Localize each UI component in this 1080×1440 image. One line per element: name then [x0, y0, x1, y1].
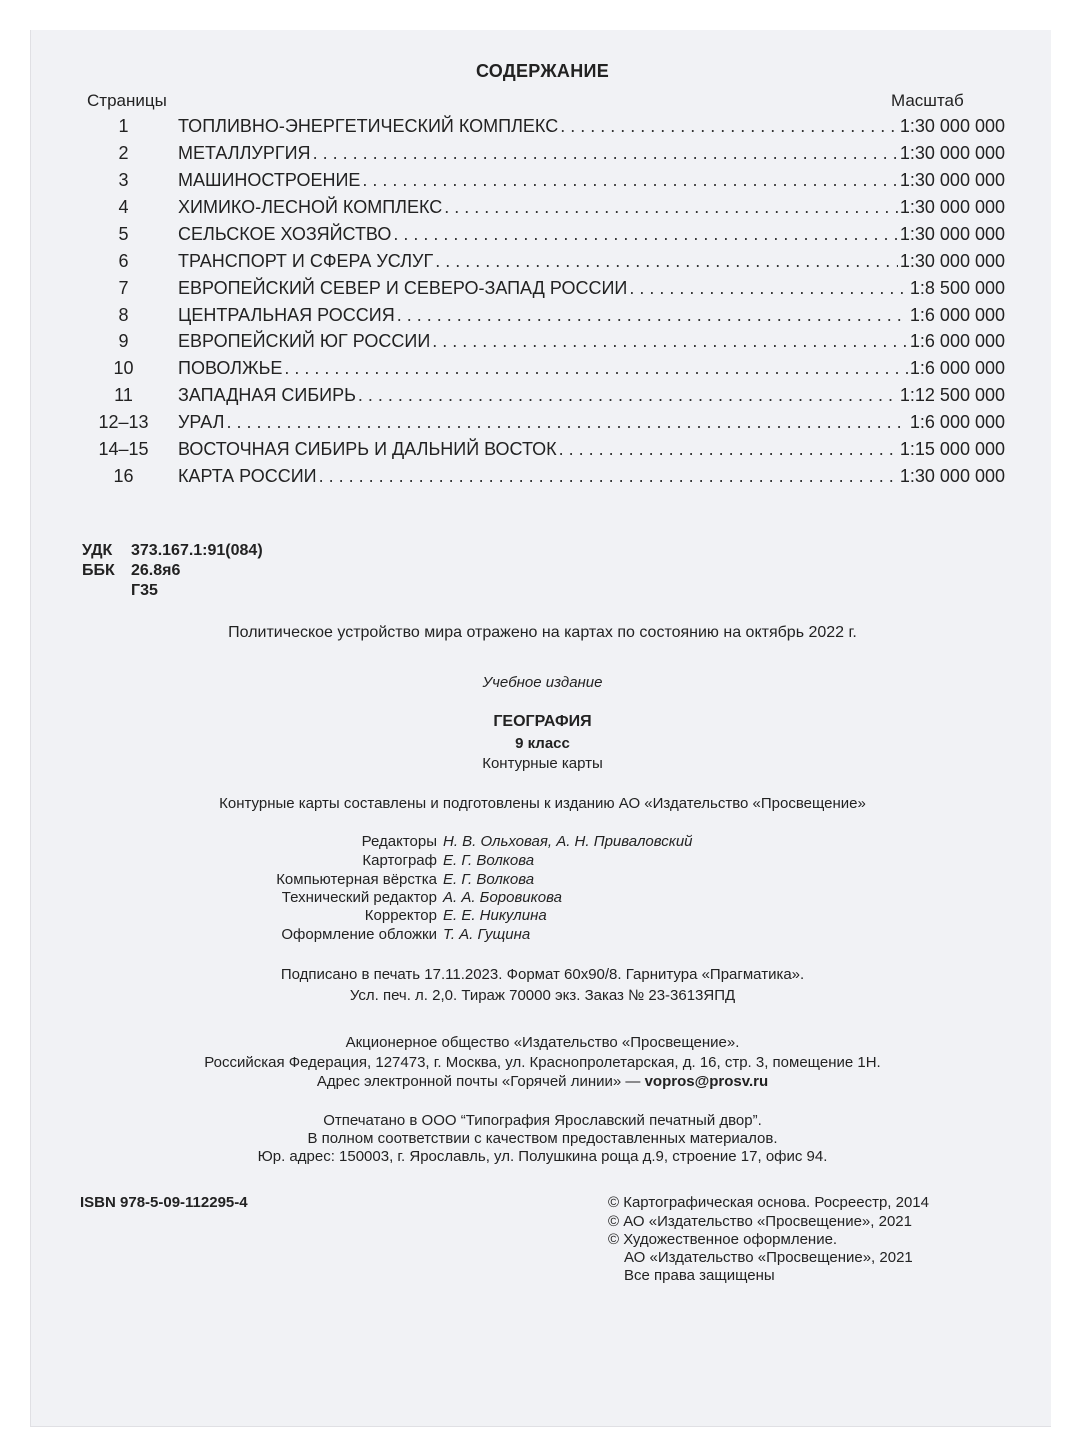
- credit-role: Оформление обложки: [281, 926, 437, 943]
- toc-entry-scale: 1:30 000 000: [899, 466, 1005, 486]
- toc-row: [80, 278, 1005, 304]
- copyright-line: АО «Издательство «Просвещение», 2021: [624, 1249, 913, 1266]
- toc-page-number: 7: [118, 278, 129, 298]
- toc-entry-title: ЕВРОПЕЙСКИЙ СЕВЕР И СЕВЕРО-ЗАПАД РОССИИ: [178, 278, 628, 298]
- toc-entry-title: ВОСТОЧНАЯ СИБИРЬ И ДАЛЬНИЙ ВОСТОК: [178, 439, 557, 459]
- toc-entry-scale: 1:30 000 000: [899, 143, 1005, 163]
- toc-entry-scale: 1:15 000 000: [899, 439, 1005, 459]
- bbk-code: 26.8я6: [131, 562, 181, 579]
- email-prefix: Адрес электронной почты «Горячей линии» —: [316, 1073, 645, 1090]
- toc-page-number: 12–13: [98, 412, 149, 432]
- toc-entry-scale: 1:6 000 000: [909, 358, 1005, 378]
- credit-row: [0, 926, 1080, 945]
- credit-row: [0, 871, 1080, 890]
- credit-name: Е. Е. Никулина: [443, 907, 547, 924]
- printer-line2: В полном соответствии с качеством предоставленных материалов.: [307, 1130, 778, 1147]
- toc-leader-dots: [629, 278, 908, 299]
- edition-type: Учебное издание: [482, 674, 603, 691]
- toc-entry-title: ЦЕНТРАЛЬНАЯ РОССИЯ: [178, 305, 395, 325]
- toc-entry-title: ХИМИКО-ЛЕСНОЙ КОМПЛЕКС: [178, 197, 443, 217]
- toc-entry-title: КАРТА РОССИИ: [178, 466, 317, 486]
- print-info-line2: Усл. печ. л. 2,0. Тираж 70000 экз. Заказ № 23-3613ЯПД: [349, 987, 736, 1004]
- toc-row: [80, 305, 1005, 331]
- credit-name: Т. А. Гущина: [443, 926, 531, 943]
- print-info-line1: Подписано в печать 17.11.2023. Формат 60x90/8. Гарнитура «Прагматика».: [280, 966, 805, 983]
- toc-leader-dots: [226, 412, 907, 433]
- toc-page-number: 14–15: [98, 439, 149, 459]
- toc-page-number: 16: [113, 466, 134, 486]
- toc-entry-title: ЗАПАДНАЯ СИБИРЬ: [178, 385, 356, 405]
- toc-entry-scale: 1:6 000 000: [909, 331, 1005, 351]
- publisher-address: Российская Федерация, 127473, г. Москва, ул. Краснопролетарская, д. 16, стр. 3, помещение 1Н.: [204, 1054, 881, 1071]
- toc-entry-scale: 1:12 500 000: [899, 385, 1005, 405]
- toc-leader-dots: [432, 331, 908, 352]
- printer-line3: Юр. адрес: 150003, г. Ярославль, ул. Полушкина роща д.9, строение 17, офис 94.: [257, 1148, 828, 1165]
- copyright-line: © Картографическая основа. Росреестр, 2014: [608, 1194, 929, 1211]
- credit-role: Технический редактор: [281, 889, 437, 906]
- toc-row: [80, 331, 1005, 357]
- author-mark: Г35: [131, 582, 158, 599]
- toc-row: [80, 116, 1005, 142]
- toc-entry-title: МАШИНОСТРОЕНИЕ: [178, 170, 361, 190]
- toc-page-number: 9: [118, 331, 129, 351]
- isbn: ISBN 978-5-09-112295-4: [80, 1194, 248, 1211]
- credit-row: [0, 852, 1080, 871]
- toc-page-number: 2: [118, 143, 129, 163]
- toc-entry-title: УРАЛ: [178, 412, 225, 432]
- toc-page-number: 5: [118, 224, 129, 244]
- credit-role: Корректор: [364, 907, 437, 924]
- toc-page-number: 4: [118, 197, 129, 217]
- copyright-line: © АО «Издательство «Просвещение», 2021: [608, 1213, 912, 1230]
- toc-row: [80, 251, 1005, 277]
- toc-leader-dots: [393, 224, 898, 245]
- toc-entry-scale: 1:8 500 000: [909, 278, 1005, 298]
- toc-page-number: 10: [113, 358, 134, 378]
- toc-entry-scale: 1:30 000 000: [899, 224, 1005, 244]
- toc-leader-dots: [358, 385, 898, 406]
- prepared-by: Контурные карты составлены и подготовлены к изданию АО «Издательство «Просвещение»: [219, 795, 866, 812]
- toc-row: [80, 412, 1005, 438]
- toc-leader-dots: [362, 170, 898, 191]
- credit-role: Картограф: [362, 852, 437, 869]
- credit-role: Компьютерная вёрстка: [276, 871, 437, 888]
- toc-entry-scale: 1:30 000 000: [899, 197, 1005, 217]
- toc-title: СОДЕРЖАНИЕ: [475, 61, 610, 81]
- toc-entry-title: ЕВРОПЕЙСКИЙ ЮГ РОССИИ: [178, 331, 431, 351]
- credit-role: Редакторы: [361, 833, 437, 850]
- copyright-line: © Художественное оформление.: [608, 1231, 838, 1248]
- toc-row: [80, 197, 1005, 223]
- political-notice: Политическое устройство мира отражено на картах по состоянию на октябрь 2022 г.: [228, 624, 857, 641]
- toc-pages-header: Страницы: [87, 91, 167, 110]
- credit-name: Е. Г. Волкова: [443, 871, 535, 888]
- toc-leader-dots: [313, 143, 898, 164]
- toc-page-number: 11: [114, 385, 133, 405]
- toc-row: [80, 170, 1005, 196]
- toc-entry-scale: 1:30 000 000: [899, 170, 1005, 190]
- toc-page-number: 8: [118, 305, 129, 325]
- toc-row: [80, 385, 1005, 411]
- credit-name: Е. Г. Волкова: [443, 852, 535, 869]
- toc-row: [80, 439, 1005, 465]
- publisher-name: Акционерное общество «Издательство «Просвещение».: [345, 1034, 740, 1051]
- toc-entry-title: СЕЛЬСКОЕ ХОЗЯЙСТВО: [178, 224, 392, 244]
- book-subtitle: Контурные карты: [482, 755, 603, 772]
- toc-row: [80, 143, 1005, 169]
- hotline-email: vopros@prosv.ru: [644, 1073, 769, 1090]
- bbk-label: ББК: [82, 562, 115, 579]
- toc-leader-dots: [284, 358, 908, 379]
- toc-entry-title: ТОПЛИВНО-ЭНЕРГЕТИЧЕСКИЙ КОМПЛЕКС: [178, 116, 559, 136]
- toc-entry-title: МЕТАЛЛУРГИЯ: [178, 143, 311, 163]
- toc-entry-scale: 1:30 000 000: [899, 116, 1005, 136]
- credit-row: [0, 833, 1080, 852]
- credit-name: А. А. Боровикова: [443, 889, 562, 906]
- rights-reserved: Все права защищены: [624, 1267, 775, 1284]
- toc-entry-title: ТРАНСПОРТ И СФЕРА УСЛУГ: [178, 251, 434, 271]
- book-grade: 9 класс: [515, 735, 570, 752]
- toc-scale-header: Масштаб: [891, 91, 964, 110]
- toc-leader-dots: [435, 251, 898, 272]
- toc-page-number: 3: [118, 170, 129, 190]
- toc-page-number: 6: [118, 251, 129, 271]
- toc-entry-title: ПОВОЛЖЬЕ: [178, 358, 283, 378]
- toc-leader-dots: [397, 305, 908, 326]
- toc-leader-dots: [319, 466, 898, 487]
- toc-leader-dots: [559, 439, 898, 460]
- publisher-email-line: [0, 1073, 1080, 1090]
- toc-leader-dots: [444, 197, 898, 218]
- credit-name: Н. В. Ольховая, А. Н. Приваловский: [443, 833, 693, 850]
- toc-entry-scale: 1:6 000 000: [909, 305, 1005, 325]
- toc-page-number: 1: [118, 116, 129, 136]
- book-title: ГЕОГРАФИЯ: [493, 713, 592, 730]
- udk-code: 373.167.1:91(084): [131, 542, 263, 559]
- credit-row: [0, 907, 1080, 926]
- printer-line1: Отпечатано в ООО “Типография Ярославский печатный двор”.: [323, 1112, 762, 1129]
- toc-row: [80, 358, 1005, 384]
- toc-entry-scale: 1:30 000 000: [899, 251, 1005, 271]
- toc-leader-dots: [560, 116, 898, 137]
- toc-entry-scale: 1:6 000 000: [909, 412, 1005, 432]
- credit-row: [0, 889, 1080, 908]
- toc-row: [80, 224, 1005, 250]
- toc-row: [80, 466, 1005, 492]
- udk-label: УДК: [82, 542, 113, 559]
